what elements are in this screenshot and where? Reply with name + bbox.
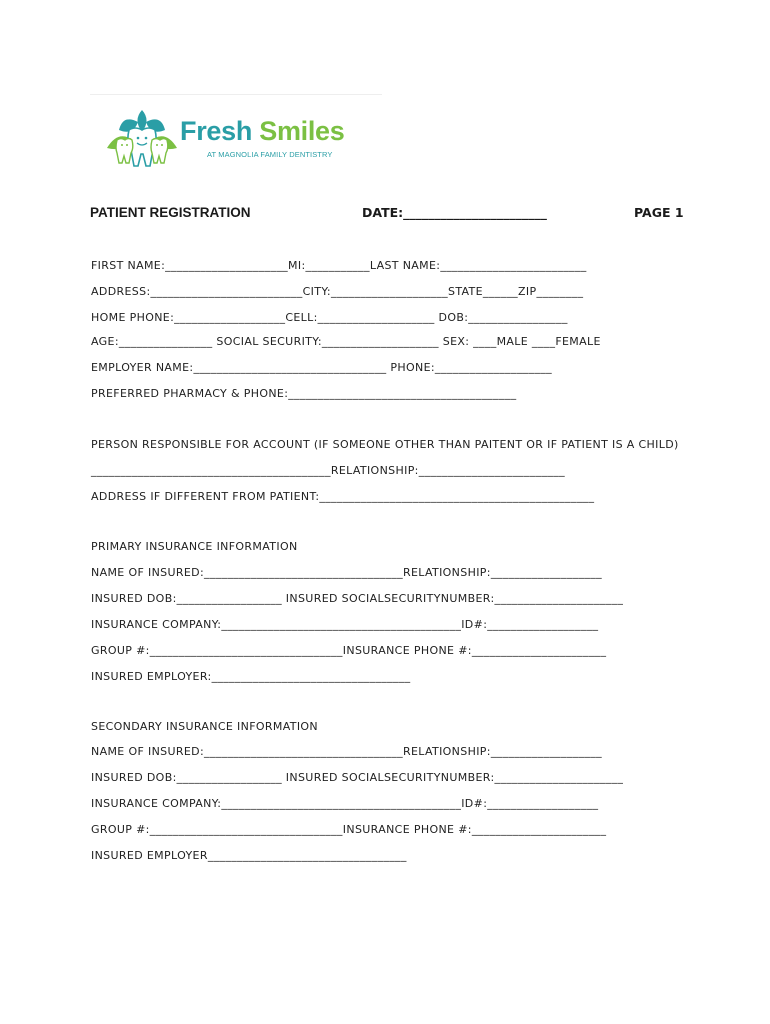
secondary-insured-dob-row[interactable]: INSURED DOB:__________________ INSURED SOCIALSECURITYNUMBER:______________________: [91, 771, 624, 784]
responsible-party-heading: PERSON RESPONSIBLE FOR ACCOUNT (IF SOMEONE OTHER THAN PAITENT OR IF PATIENT IS A CHILD): [91, 438, 679, 451]
responsible-party-row[interactable]: _________________________________________RELATIONSHIP:_________________________: [91, 464, 565, 477]
primary-insured-name-row[interactable]: NAME OF INSURED:__________________________________RELATIONSHIP:___________________: [91, 566, 602, 579]
primary-insured-dob-row[interactable]: INSURED DOB:__________________ INSURED SOCIALSECURITYNUMBER:______________________: [91, 592, 624, 605]
responsible-address-row[interactable]: ADDRESS IF DIFFERENT FROM PATIENT:_______________________________________________: [91, 490, 595, 503]
form-title: PATIENT REGISTRATION: [90, 205, 251, 220]
page-number: PAGE 1: [634, 205, 684, 220]
pharmacy-row[interactable]: PREFERRED PHARMACY & PHONE:_______________________________________: [91, 387, 517, 400]
address-row[interactable]: ADDRESS:__________________________CITY:____________________STATE______ZIP________: [91, 285, 584, 298]
employer-row[interactable]: EMPLOYER NAME:_________________________________ PHONE:____________________: [91, 361, 552, 374]
primary-insurance-heading: PRIMARY INSURANCE INFORMATION: [91, 540, 298, 553]
secondary-insurance-heading: SECONDARY INSURANCE INFORMATION: [91, 720, 319, 733]
name-row[interactable]: FIRST NAME:_____________________MI:___________LAST NAME:_________________________: [91, 259, 587, 272]
age-ssn-sex-row[interactable]: AGE:________________ SOCIAL SECURITY:____________________ SEX: ____MALE ____FEMALE: [91, 335, 601, 348]
primary-insurance-company-row[interactable]: INSURANCE COMPANY:_________________________________________ID#:___________________: [91, 618, 599, 631]
tooth-family-icon: [105, 108, 179, 170]
top-rule: [90, 94, 382, 95]
fresh-smiles-logo: [105, 108, 365, 170]
date-field[interactable]: DATE:_______________________: [362, 205, 547, 220]
brand-word-smiles: Smiles: [259, 116, 345, 146]
secondary-insured-name-row[interactable]: NAME OF INSURED:__________________________________RELATIONSHIP:___________________: [91, 745, 602, 758]
secondary-insured-employer-row[interactable]: INSURED EMPLOYER__________________________________: [91, 849, 407, 862]
phone-row[interactable]: HOME PHONE:___________________CELL:____________________ DOB:_________________: [91, 311, 568, 324]
brand-name: [180, 116, 345, 147]
secondary-group-row[interactable]: GROUP #:_________________________________INSURANCE PHONE #:_______________________: [91, 823, 607, 836]
secondary-insurance-company-row[interactable]: INSURANCE COMPANY:_________________________________________ID#:___________________: [91, 797, 599, 810]
brand-word-fresh: Fresh: [180, 116, 253, 146]
primary-group-row[interactable]: GROUP #:_________________________________INSURANCE PHONE #:_______________________: [91, 644, 607, 657]
primary-insured-employer-row[interactable]: INSURED EMPLOYER:__________________________________: [91, 670, 411, 683]
brand-tagline: AT MAGNOLIA FAMILY DENTISTRY: [207, 150, 333, 159]
